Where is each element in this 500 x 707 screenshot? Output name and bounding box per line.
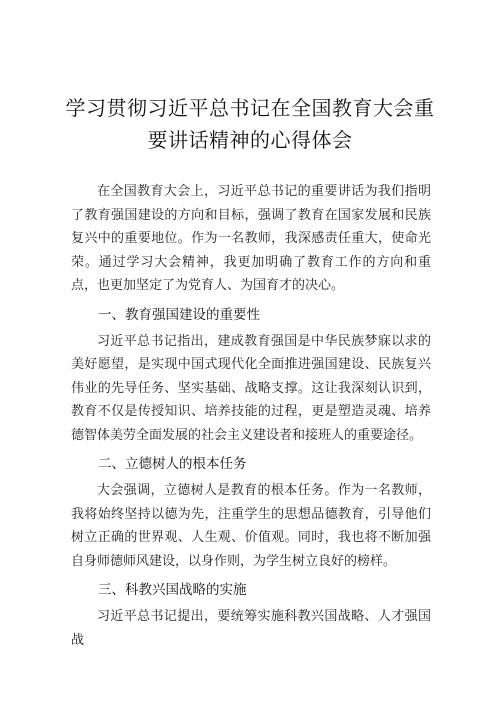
intro-paragraph: 在全国教育大会上，习近平总书记的重要讲话为我们指明了教育强国建设的方向和目标，强调了教育在国家发展和民族复兴中的重要地位。作为一名教师，我深感责任重大，使命光荣。通过学习大会精神，我更加明确了教育工作的方向和重点，也更加坚定了为党育人、为国育才的决心。 bbox=[71, 184, 431, 293]
title-line-2: 要讲话精神的心得体会 bbox=[147, 128, 353, 152]
section-paragraph-1: 习近平总书记指出，建成教育强国是中华民族梦寐以求的美好愿望，是实现中国式现代化全面推进强国建设、民族复兴伟业的先导任务、坚实基础、战略支撑。这让我深刻认识到，教育不仅是传授知识、培养技能的过程，更是塑造灵魂、培养德智体美劳全面发展的社会主义建设者和接班人的重要途径。 bbox=[71, 333, 431, 443]
section-paragraph-3: 习近平总书记提出，要统筹实施科教兴国战略、人才强国战 bbox=[71, 609, 431, 648]
section-heading-3: 三、科教兴国战略的实施 bbox=[98, 582, 247, 598]
section-paragraph-2: 大会强调，立德树人是教育的根本任务。作为一名教师，我将始终坚持以德为先，注重学生的思想品德教育，引导他们树立正确的世界观、人生观、价值观。同时，我也将不断加强自身师德师风建设，以身作则，为学生树立良好的榜样。 bbox=[71, 483, 431, 569]
title-line-1: 学习贯彻习近平总书记在全国教育大会重 bbox=[65, 96, 435, 120]
section-heading-2: 二、立德树人的根本任务 bbox=[98, 456, 247, 472]
document-title bbox=[40, 92, 460, 156]
document-body bbox=[71, 180, 431, 652]
section-heading-1: 一、教育强国建设的重要性 bbox=[98, 306, 260, 323]
